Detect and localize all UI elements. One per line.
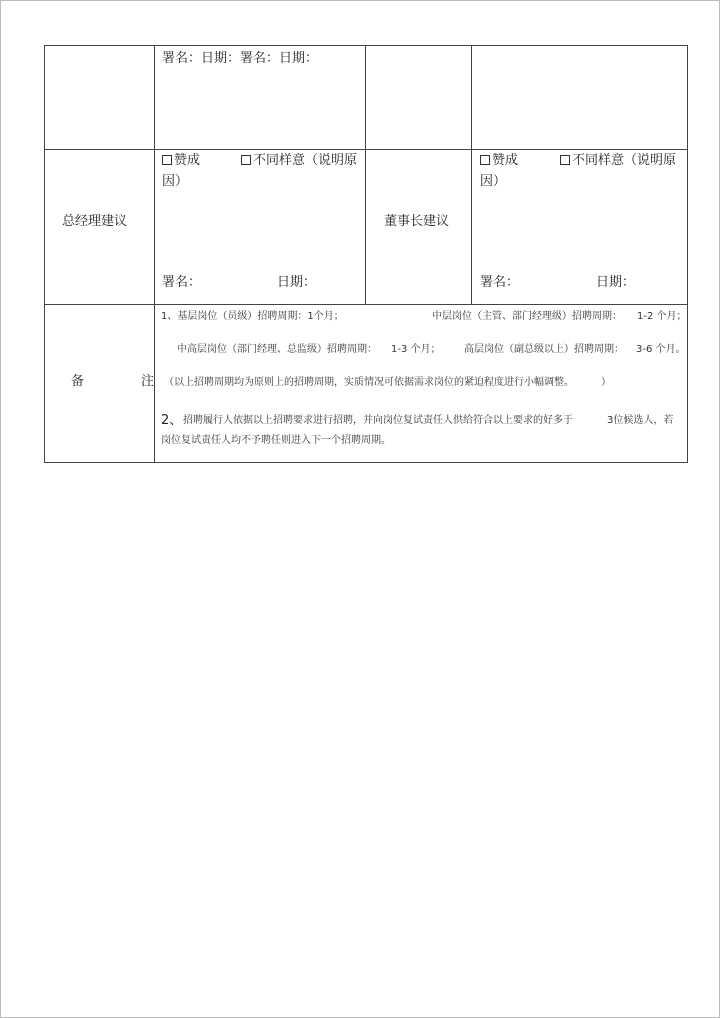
remark-line3-b: ）: [601, 377, 611, 388]
row1-left-cell: [44, 45, 155, 150]
remarks-content-cell: [154, 304, 688, 463]
chairman-suggestion-label: 董事长建议: [384, 214, 450, 229]
remarks-label-cell: [44, 304, 155, 463]
chairman-sign-label: 署名：: [480, 275, 520, 290]
remark-line3-a: （以上招聘周期均为原则上的招聘周期，实质情况可依据需求岗位的紧迫程度进行小幅调整。: [164, 377, 574, 388]
chairman-disagree-label: 不同样意（说明原: [572, 153, 677, 168]
gm-opinion-cell: [154, 149, 366, 305]
remark-line1-a: 1、基层岗位（员级）招聘周期：1个月；: [161, 311, 344, 322]
gm-disagree-option[interactable]: [241, 153, 357, 169]
sign-date-line: 署名：日期：署名：日期：: [162, 51, 319, 66]
remark-line1-b: 中层岗位（主管、部门经理级）招聘周期：: [432, 311, 622, 322]
chairman-agree-checkbox[interactable]: [480, 155, 490, 165]
remark-line2-b: 1-3 个月；: [391, 344, 441, 355]
remark-line4-num: 2、: [161, 413, 183, 428]
gm-disagree-label: 不同样意（说明原: [253, 153, 358, 168]
gm-agree-checkbox[interactable]: [162, 155, 172, 165]
remarks-label-char2: 注: [141, 374, 155, 389]
gm-suggestion-label: 总经理建议: [62, 214, 128, 229]
remark-line5-a: 岗位复试责任人均不予聘任则进入下一个招聘周期。: [161, 435, 391, 446]
gm-label-cell: [44, 149, 155, 305]
chairman-disagree-option[interactable]: [560, 153, 676, 169]
remark-line4-b: 3位候选人，若: [607, 415, 674, 426]
chairman-opinion-cell: [471, 149, 688, 305]
gm-agree-label: 赞成: [174, 153, 201, 168]
gm-reason-cont: 因）: [162, 174, 189, 189]
remark-line1-c: 1-2 个月；: [637, 311, 687, 322]
remark-line2-c: 高层岗位（副总级以上）招聘周期：: [464, 344, 624, 355]
chairman-label-cell: [365, 149, 472, 305]
gm-date-label: 日期：: [277, 275, 317, 290]
chairman-disagree-checkbox[interactable]: [560, 155, 570, 165]
gm-agree-option[interactable]: [162, 153, 200, 169]
row1-mid-cell: [365, 45, 472, 150]
gm-sign-label: 署名：: [162, 275, 202, 290]
remark-line4-a: 招聘履行人依据以上招聘要求进行招聘，并向岗位复试责任人供给符合以上要求的好多于: [183, 415, 573, 426]
chairman-reason-cont: 因）: [480, 174, 507, 189]
remarks-label-char1: 备: [71, 374, 85, 389]
chairman-agree-label: 赞成: [492, 153, 519, 168]
gm-disagree-checkbox[interactable]: [241, 155, 251, 165]
row1-right-cell: [471, 45, 688, 150]
row1-gm-sign-cell: [154, 45, 366, 150]
chairman-date-label: 日期：: [596, 275, 636, 290]
chairman-agree-option[interactable]: [480, 153, 518, 169]
remark-line2-a: 中高层岗位（部门经理、总监级）招聘周期：: [177, 344, 377, 355]
remark-line2-d: 3-6 个月。: [636, 344, 686, 355]
